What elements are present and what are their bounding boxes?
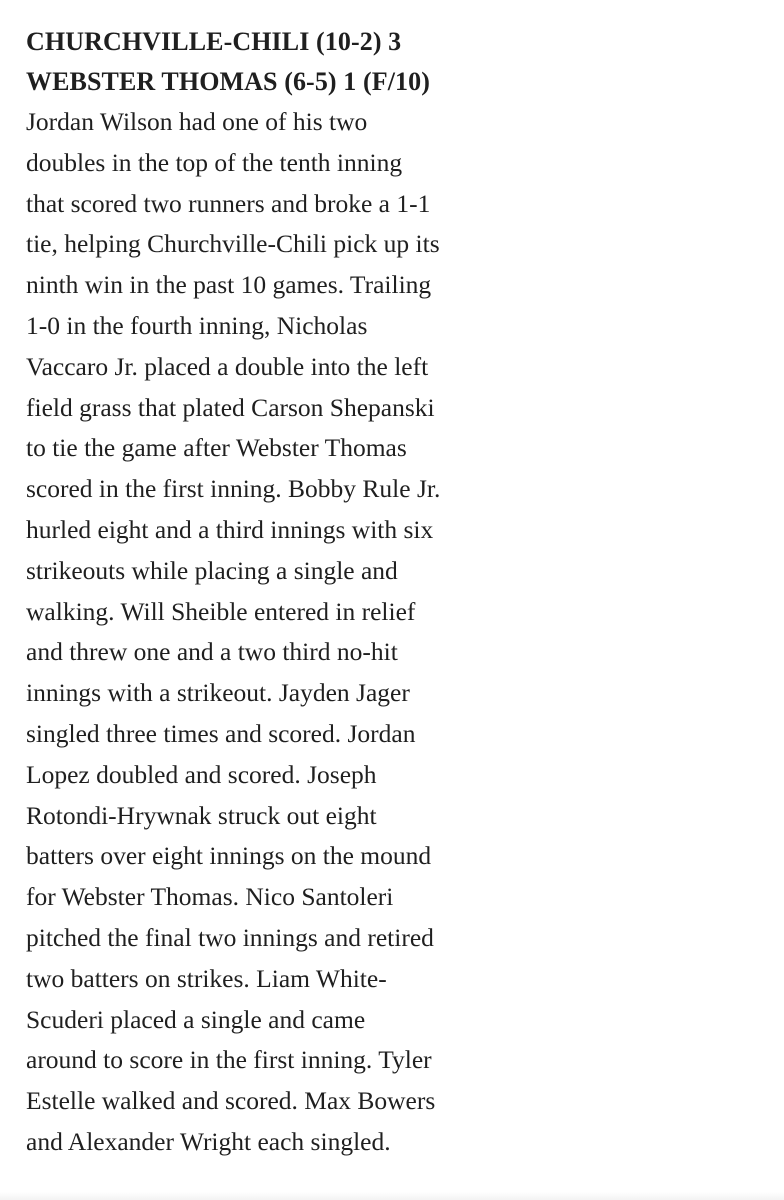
recap-line: Scuderi placed a single and came — [26, 1004, 366, 1034]
headline-home-team: CHURCHVILLE-CHILI (10-2) 3 — [26, 27, 402, 56]
recap-line: field grass that plated Carson Shepanski — [26, 392, 435, 422]
recap-line: singled three times and scored. Jordan — [26, 718, 416, 748]
recap-line: Rotondi-Hrywnak struck out eight — [26, 800, 377, 830]
recap-line: around to score in the first inning. Tyler — [26, 1045, 432, 1075]
recap-line: strikeouts while placing a single and — [26, 555, 398, 585]
headline-away-team: WEBSTER THOMAS (6-5) 1 (F/10) — [26, 67, 430, 96]
recap-line: to tie the game after Webster Thomas — [26, 433, 407, 463]
recap-line: walking. Will Sheible entered in relief — [26, 596, 416, 626]
recap-line: tie, helping Churchville-Chili pick up its — [26, 229, 440, 259]
recap-line: hurled eight and a third innings with six — [26, 514, 434, 544]
recap-body — [26, 102, 506, 1163]
recap-line: doubles in the top of the tenth inning — [26, 147, 403, 177]
recap-line: pitched the final two innings and retired — [26, 922, 434, 952]
recap-line: ninth win in the past 10 games. Trailing — [26, 270, 432, 300]
game-recap-article — [26, 22, 506, 1163]
recap-line: and threw one and a two third no-hit — [26, 637, 398, 667]
recap-line: innings with a strikeout. Jayden Jager — [26, 678, 410, 708]
recap-line: two batters on strikes. Liam White- — [26, 963, 387, 993]
recap-line: and Alexander Wright each singled. — [26, 1126, 391, 1156]
recap-line: batters over eight innings on the mound — [26, 841, 432, 871]
recap-line: Vaccaro Jr. placed a double into the left — [26, 351, 429, 381]
recap-line: 1-0 in the fourth inning, Nicholas — [26, 310, 368, 340]
recap-line: Jordan Wilson had one of his two — [26, 107, 368, 136]
bottom-edge-divider — [0, 1192, 784, 1200]
recap-line: for Webster Thomas. Nico Santoleri — [26, 882, 394, 912]
recap-line: Lopez doubled and scored. Joseph — [26, 759, 377, 789]
recap-line: that scored two runners and broke a 1-1 — [26, 188, 431, 218]
recap-line: scored in the first inning. Bobby Rule Jr. — [26, 474, 441, 504]
recap-line: Estelle walked and scored. Max Bowers — [26, 1086, 436, 1116]
